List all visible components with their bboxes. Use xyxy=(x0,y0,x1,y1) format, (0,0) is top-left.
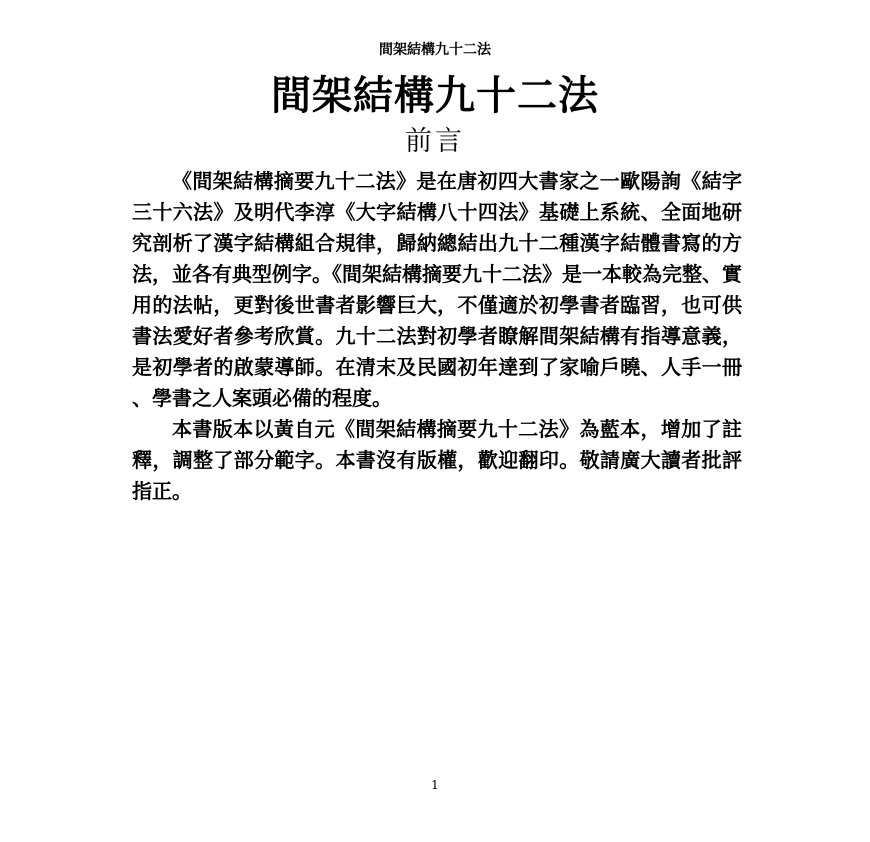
section-heading: 前言 xyxy=(405,126,465,157)
document-title: 間架結構九十二法 xyxy=(271,72,599,119)
body-text xyxy=(132,166,742,507)
page-number: 1 xyxy=(431,778,439,792)
paragraph-preface-2: 本書版本以黃自元《間架結構摘要九十二法》為藍本，增加了註釋，調整了部分範字。本書沒有版權，歡迎翻印。敬請廣大讀者批評指正。 xyxy=(132,417,742,503)
running-header: 間架結構九十二法 xyxy=(379,42,491,58)
paragraph-preface-1: 《間架結構摘要九十二法》是在唐初四大書家之一歐陽詢《結字三十六法》及明代李淳《大字結構八十四法》基礎上系統、全面地研究剖析了漢字結構組合規律，歸納總結出九十二種漢字結體書寫的方法，並各有典型例字。《間架結構摘要九十二法》是一本較為完整、實用的法帖，更對後世書者影響巨大，不僅適於初學書者臨習，也可供書法愛好者參考欣賞。九十二法對初學者瞭解間架結構有指導意義，是初學者的啟蒙導師。在清末及民國初年達到了家喻戶曉、人手一冊、學書之人案頭必備的程度。 xyxy=(132,169,742,410)
